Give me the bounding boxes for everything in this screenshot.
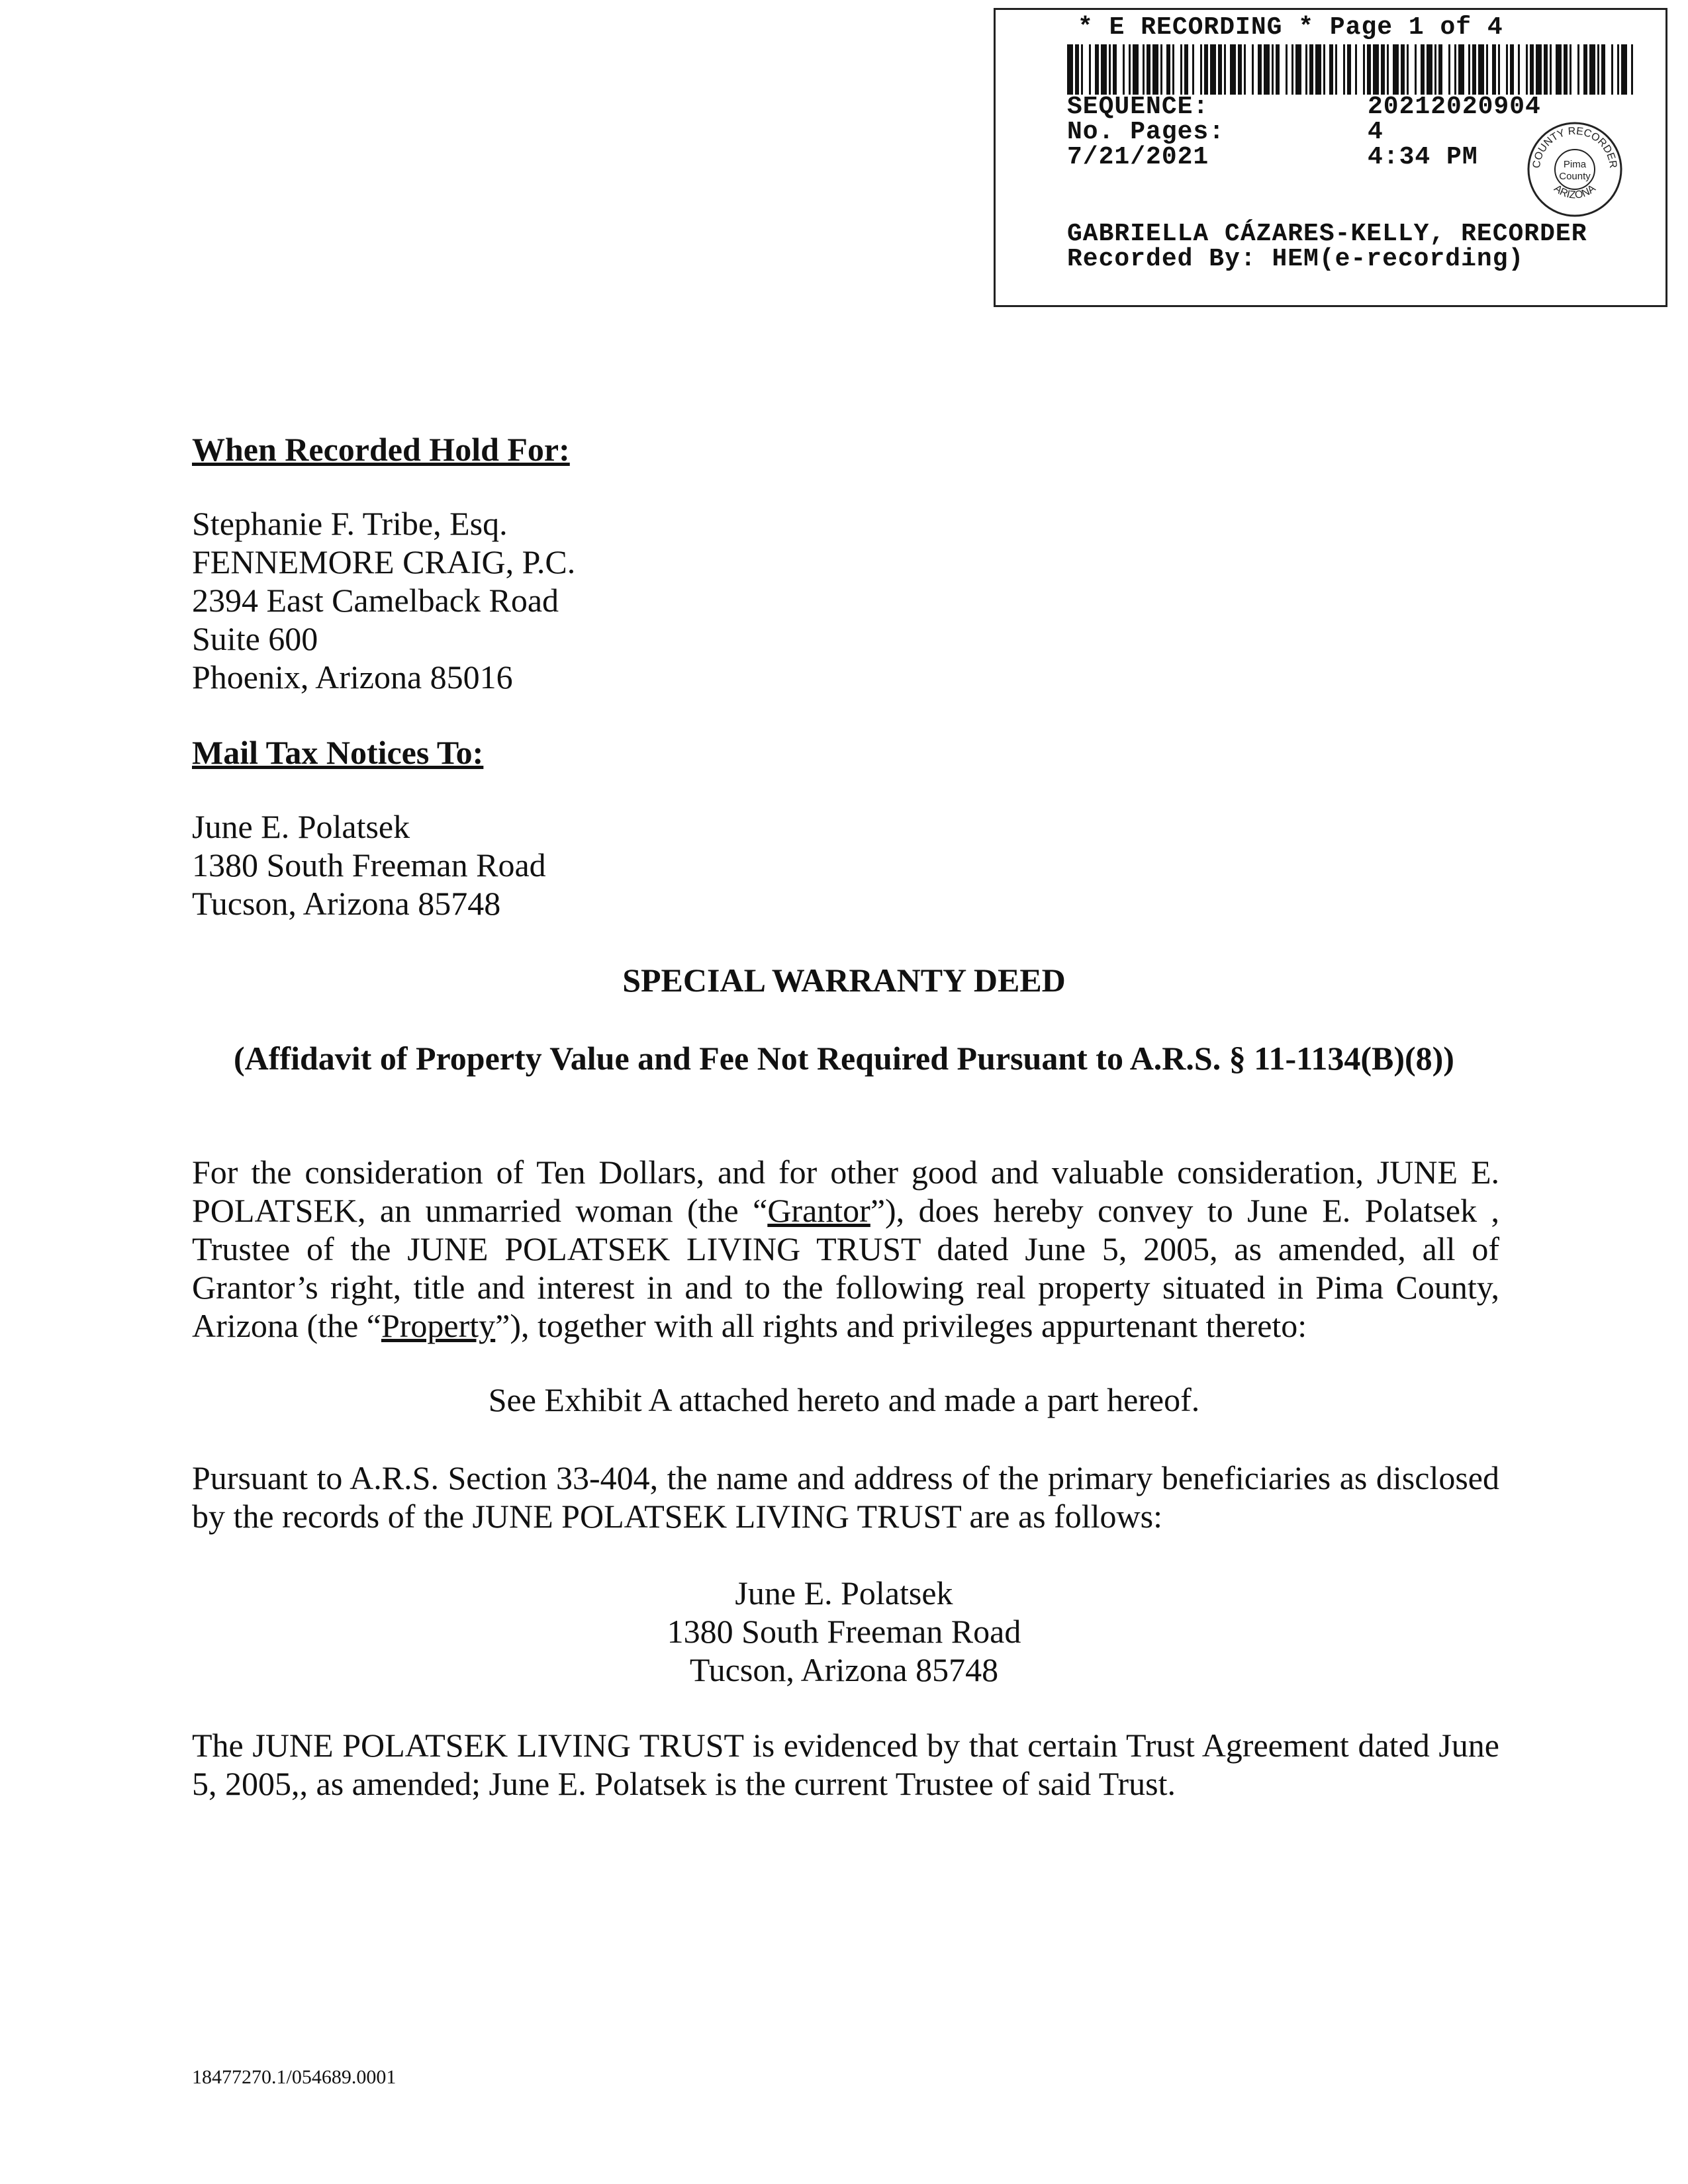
barcode-bar — [1335, 44, 1337, 95]
barcode-bar — [1498, 44, 1500, 95]
barcode-bar — [1458, 44, 1464, 95]
property-term: Property — [381, 1307, 496, 1344]
barcode-bar — [1367, 44, 1371, 95]
barcode-bar — [1272, 44, 1274, 95]
hold-for-heading: When Recorded Hold For: — [192, 431, 570, 468]
barcode-bar — [1468, 44, 1470, 95]
barcode-bar — [1611, 44, 1613, 95]
barcode-bar — [1305, 44, 1307, 95]
beneficiary-address — [0, 1574, 1688, 1689]
barcode-bar — [1438, 44, 1442, 95]
barcode-bar — [1329, 44, 1333, 95]
conveyance-paragraph — [192, 1153, 1499, 1345]
barcode-bar — [1421, 44, 1425, 95]
barcode-bar — [1415, 44, 1417, 95]
barcode-bar — [1252, 44, 1254, 95]
hold-for-line: 2394 East Camelback Road — [192, 582, 559, 619]
seal-center-top: Pima — [1563, 159, 1587, 170]
recording-date: 7/21/2021 — [1067, 143, 1209, 171]
barcode-bar — [1200, 44, 1202, 95]
recorder-name: GABRIELLA CÁZARES-KELLY, RECORDER — [1067, 220, 1587, 248]
barcode-bar — [1101, 44, 1107, 95]
tax-notices-address — [192, 807, 546, 923]
barcode — [1067, 44, 1635, 95]
barcode-bar — [1401, 44, 1405, 95]
barcode-bar — [1180, 44, 1182, 95]
barcode-bar — [1589, 44, 1595, 95]
sequence-label: SEQUENCE: — [1067, 93, 1209, 121]
barcode-bar — [1184, 44, 1188, 95]
barcode-bar — [1617, 44, 1619, 95]
seal-top-text: COUNTY RECORDER — [1530, 125, 1619, 169]
barcode-bar — [1238, 44, 1242, 95]
barcode-bar — [1166, 44, 1170, 95]
beneficiary-line: 1380 South Freeman Road — [667, 1613, 1021, 1650]
svg-text:ARIZONA — [1552, 183, 1598, 201]
barcode-bar — [1204, 44, 1208, 95]
barcode-bar — [1276, 44, 1280, 95]
document-id: 18477270.1/054689.0001 — [192, 2066, 397, 2088]
barcode-bar — [1434, 44, 1436, 95]
barcode-bar — [1291, 44, 1293, 95]
barcode-bar — [1210, 44, 1216, 95]
barcode-bar — [1448, 44, 1450, 95]
trust-evidence-paragraph: The JUNE POLATSEK LIVING TRUST is evidenced by that certain Trust Agreement dated June 5, 2005,, as amended; June E. Polatsek is the current Trustee of said Trust. — [192, 1727, 1499, 1802]
barcode-bar — [1536, 44, 1542, 95]
exhibit-reference: See Exhibit A attached hereto and made a part hereof. — [488, 1381, 1200, 1418]
barcode-bar — [1381, 44, 1385, 95]
barcode-bar — [1621, 44, 1627, 95]
barcode-bar — [1478, 44, 1484, 95]
county-recorder-seal — [1525, 120, 1624, 219]
barcode-bar — [1363, 44, 1365, 95]
document-title: SPECIAL WARRANTY DEED — [622, 962, 1066, 999]
barcode-bar — [1230, 44, 1236, 95]
tax-notices-line: June E. Polatsek — [192, 808, 410, 845]
barcode-bar — [1152, 44, 1158, 95]
barcode-bar — [1472, 44, 1476, 95]
barcode-bar — [1286, 44, 1288, 95]
barcode-bar — [1355, 44, 1357, 95]
barcode-bar — [1427, 44, 1432, 95]
barcode-bar — [1454, 44, 1456, 95]
barcode-bar — [1143, 44, 1145, 95]
conveyance-text: ”), does hereby convey to June E. Polatsek , Trustee of the JUNE POLATSEK LIVING TRUST dated June 5, 2005, as amended, all of Grantor’s right, title and interest in and to the following real property situated in Pima County, Arizona (the “ — [192, 1192, 1499, 1344]
conveyance-text: ”), together with all rights and privileges appurtenant thereto: — [495, 1307, 1307, 1344]
barcode-bar — [1067, 44, 1073, 95]
grantor-term: Grantor — [767, 1192, 870, 1229]
barcode-bar — [1123, 44, 1125, 95]
barcode-bar — [1315, 44, 1321, 95]
barcode-bar — [1172, 44, 1174, 95]
barcode-bar — [1224, 44, 1226, 95]
barcode-bar — [1526, 44, 1528, 95]
barcode-bar — [1577, 44, 1579, 95]
barcode-bar — [1089, 44, 1091, 95]
barcode-bar — [1583, 44, 1587, 95]
barcode-bar — [1133, 44, 1139, 95]
seal-center-bottom: County — [1559, 171, 1591, 182]
barcode-bar — [1218, 44, 1222, 95]
hold-for-line: FENNEMORE CRAIG, P.C. — [192, 543, 576, 580]
barcode-bar — [1160, 44, 1162, 95]
hold-for-address — [192, 504, 575, 696]
beneficiaries-paragraph: Pursuant to A.R.S. Section 33-404, the name and address of the primary beneficiaries as disclosed by the records of the JUNE POLATSEK LIVING TRUST are as follows: — [192, 1459, 1499, 1535]
barcode-bar — [1506, 44, 1508, 95]
barcode-bar — [1597, 44, 1599, 95]
barcode-bar — [1387, 44, 1389, 95]
barcode-bar — [1631, 44, 1633, 95]
conveyance-text: For the consideration of Ten Dollars, and for other good and valuable consideration, JUNE E. POLATSEK, an unmarried woman (the “ — [192, 1154, 1499, 1229]
pages-value: 4 — [1368, 118, 1383, 146]
barcode-bar — [1095, 44, 1099, 95]
barcode-bar — [1258, 44, 1262, 95]
barcode-bar — [1407, 44, 1409, 95]
recording-stamp — [994, 8, 1667, 307]
barcode-bar — [1113, 44, 1117, 95]
barcode-bar — [1147, 44, 1150, 95]
pages-label: No. Pages: — [1067, 118, 1225, 146]
beneficiary-line: Tucson, Arizona 85748 — [689, 1651, 999, 1688]
tax-notices-heading: Mail Tax Notices To: — [192, 734, 484, 771]
tax-notices-line: Tucson, Arizona 85748 — [192, 885, 501, 922]
barcode-bar — [1544, 44, 1548, 95]
barcode-bar — [1264, 44, 1270, 95]
barcode-bar — [1347, 44, 1351, 95]
barcode-bar — [1109, 44, 1111, 95]
hold-for-line: Stephanie F. Tribe, Esq. — [192, 505, 508, 542]
recording-time: 4:34 PM — [1368, 143, 1478, 171]
barcode-bar — [1486, 44, 1488, 95]
barcode-bar — [1492, 44, 1496, 95]
barcode-bar — [1530, 44, 1534, 95]
barcode-bar — [1192, 44, 1194, 95]
hold-for-line: Suite 600 — [192, 620, 318, 657]
document-subtitle: (Affidavit of Property Value and Fee Not Required Pursuant to A.R.S. § 11-1134(B)(8)) — [234, 1040, 1454, 1077]
barcode-bar — [1518, 44, 1520, 95]
barcode-bar — [1556, 44, 1562, 95]
barcode-bar — [1295, 44, 1301, 95]
sequence-value: 20212020904 — [1368, 93, 1541, 121]
barcode-bar — [1244, 44, 1246, 95]
barcode-bar — [1550, 44, 1552, 95]
seal-bottom-text: ARIZONA — [1552, 183, 1598, 201]
barcode-bar — [1075, 44, 1079, 95]
recording-header: * E RECORDING * Page 1 of 4 — [1078, 13, 1503, 42]
tax-notices-line: 1380 South Freeman Road — [192, 846, 546, 884]
barcode-bar — [1309, 44, 1313, 95]
barcode-bar — [1393, 44, 1399, 95]
barcode-bar — [1570, 44, 1571, 95]
barcode-bar — [1343, 44, 1345, 95]
hold-for-line: Phoenix, Arizona 85016 — [192, 659, 513, 696]
barcode-bar — [1081, 44, 1083, 95]
beneficiary-line: June E. Polatsek — [735, 1574, 953, 1612]
barcode-bar — [1129, 44, 1131, 95]
barcode-bar — [1564, 44, 1568, 95]
barcode-bar — [1510, 44, 1514, 95]
barcode-bar — [1601, 44, 1605, 95]
recorded-by: Recorded By: HEM(e-recording) — [1067, 245, 1524, 273]
barcode-bar — [1373, 44, 1379, 95]
barcode-bar — [1323, 44, 1325, 95]
